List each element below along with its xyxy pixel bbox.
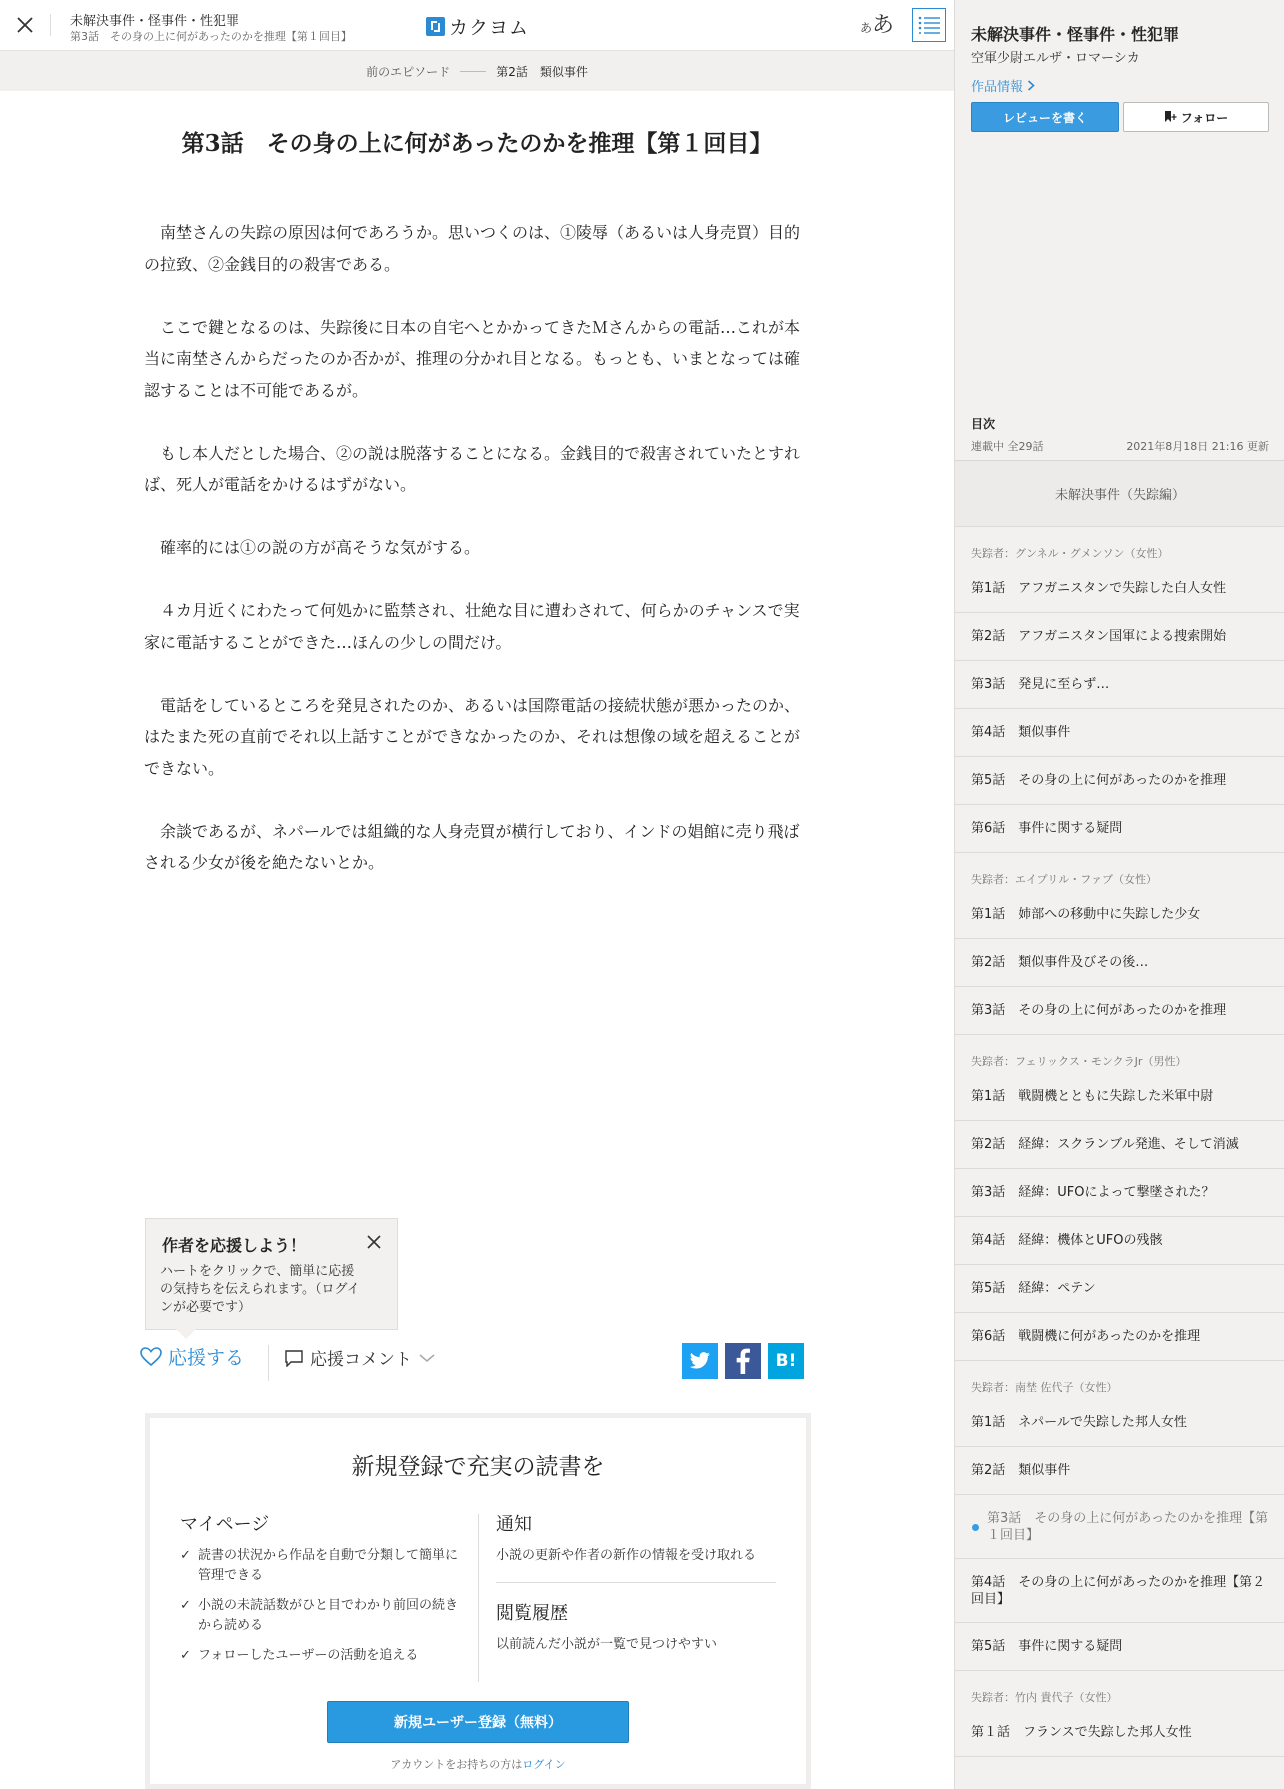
toc-episode-link[interactable]: 第1話 ネパールで失踪した邦人女性 [955, 1399, 1284, 1447]
toc-episode-link[interactable]: 第１話 フランスで失踪した邦人女性 [955, 1709, 1284, 1757]
support-popup-text: ハートをクリックで、簡単に応援の気持ちを伝えられます。（ログインが必要です） [160, 1264, 360, 1315]
toc-episode-link[interactable]: 第6話 戦闘機に何があったのかを推理 [955, 1313, 1284, 1361]
toc-episode-link[interactable]: 第5話 経緯：ペテン [955, 1265, 1284, 1313]
toc-group-label: 失踪者：フェリックス・モンクラJr（男性） [971, 1055, 1187, 1068]
serial-status: 連載中 全29話 [971, 440, 1044, 453]
toc-episode-link[interactable]: 第3話 経緯：UFOによって撃墜された？ [955, 1169, 1284, 1217]
prev-episode-label[interactable]: 前のエピソード [366, 64, 451, 79]
register-heading: 新規登録で充実の読書を [351, 1454, 605, 1480]
heart-icon [140, 1347, 162, 1367]
follow-button[interactable] [1123, 102, 1269, 132]
toc-episode-link[interactable]: 第1話 戦闘機とともに失踪した米軍中尉 [955, 1073, 1284, 1121]
toc-episode-link[interactable]: 第1話 アフガニスタンで失踪した白人女性 [955, 565, 1284, 613]
logo-text: カクヨム [449, 17, 530, 39]
paragraph-spacer [144, 564, 810, 596]
body-paragraph: 南埜さんの失踪の原因は何であろうか。思いつくのは、①陵辱（あるいは人身売買）目的の拉致、②金銭目的の殺害である。 [144, 223, 801, 274]
cheer-label: 応援する [168, 1347, 245, 1369]
register-divider [478, 1514, 479, 1682]
work-info-label: 作品情報 [971, 80, 1024, 95]
kakuyomu-logo[interactable] [426, 13, 529, 40]
history-title: 閲覧履歴 [496, 1603, 568, 1624]
body-paragraph: ここで鍵となるのは、失踪後に日本の自宅へとかかってきたＭさんからの電話…これが本当に南埜さんからだったのか否かが、推理の分かれ目となる。もっとも、いまとなっては確認することは不可能であるが。 [144, 317, 801, 400]
features-column [496, 1510, 776, 1655]
hatena-bookmark-button[interactable]: B! [768, 1343, 804, 1379]
login-prefix: アカウントをお持ちの方は [390, 1758, 523, 1771]
signup-button[interactable]: 新規ユーザー登録（無料） [327, 1701, 629, 1743]
episode-main [0, 91, 954, 1789]
follow-label: フォロー [1180, 110, 1229, 125]
toc-episode-link[interactable]: 第2話 経緯：スクランブル発進、そして消滅 [955, 1121, 1284, 1169]
action-bar [140, 1343, 810, 1385]
toc-episode-link[interactable]: 第4話 類似事件 [955, 709, 1284, 757]
login-prompt [150, 1756, 806, 1772]
toc-meta [971, 438, 1269, 454]
paragraph-spacer [144, 406, 810, 438]
episode-body [144, 217, 810, 879]
body-paragraph: ４カ月近くにわたって何処かに監禁され、壮絶な目に遭わされて、何らかのチャンスで実家に電話することができた…ほんの少しの間だけ。 [144, 601, 800, 652]
toc-episode-link[interactable]: 第3話 その身の上に何があったのかを推理【第１回目】 [955, 1495, 1284, 1559]
toc-toggle-button[interactable] [912, 8, 946, 42]
header-episode-subtitle: 第3話 その身の上に何があったのかを推理【第１回目】 [70, 30, 352, 43]
logo-icon [426, 17, 445, 36]
notify-title: 通知 [496, 1514, 532, 1535]
popup-tail [176, 1329, 196, 1339]
features-divider [496, 1582, 776, 1583]
paragraph-spacer [144, 658, 810, 690]
reader-header [0, 0, 954, 51]
toc-list [955, 460, 1284, 1757]
header-work-title[interactable]: 未解決事件・怪事件・性犯罪 [70, 14, 240, 29]
toc-sidebar [954, 0, 1284, 1789]
body-paragraph: 確率的には①の説の方が高そうな気がする。 [144, 538, 481, 557]
chevron-right-icon [1027, 80, 1035, 91]
toc-group-label: 失踪者：南埜 佐代子（女性） [971, 1381, 1118, 1394]
toc-group-label: 失踪者：グンネル・グメンソン（女性） [971, 547, 1169, 560]
toc-episode-link[interactable]: 第3話 発見に至らず… [955, 661, 1284, 709]
font-size-large: あ [872, 13, 895, 38]
toc-episode-link[interactable]: 第1話 姉部への移動中に失踪した少女 [955, 891, 1284, 939]
toc-group-label: 失踪者：竹内 貴代子（女性） [971, 1691, 1118, 1704]
paragraph-spacer [144, 280, 810, 312]
support-popup-title: 作者を応援しよう！ [162, 1236, 307, 1255]
updated-date: 2021年8月18日 21:16 更新 [1126, 440, 1269, 453]
bookmark-plus-icon [1164, 111, 1177, 123]
mypage-point: ✓ フォローしたユーザーの活動を追える [180, 1646, 470, 1666]
comment-icon [284, 1349, 304, 1367]
toc-group-label: 失踪者：エイプリル・ファブ（女性） [971, 873, 1158, 886]
mypage-column [180, 1510, 470, 1676]
action-divider [268, 1345, 269, 1381]
body-paragraph: もし本人だとした場合、②の説は脱落することになる。金銭目的で殺害されていたとすれば、死人が電話をかけるはずがない。 [144, 443, 801, 494]
comment-label: 応援コメント [310, 1350, 412, 1370]
toc-episode-link[interactable]: 第2話 類似事件及びその後… [955, 939, 1284, 987]
toc-label: 目次 [971, 417, 996, 431]
episode-nav [0, 51, 954, 91]
notify-desc: 小説の更新や作者の新作の情報を受け取れる [496, 1548, 757, 1563]
episode-title: 第3話 その身の上に何があったのかを推理【第１回目】 [181, 130, 773, 157]
paragraph-spacer [144, 784, 810, 816]
toc-episode-link[interactable]: 第5話 その身の上に何があったのかを推理 [955, 757, 1284, 805]
paragraph-spacer [144, 501, 810, 533]
facebook-icon [735, 1348, 751, 1374]
nav-line [460, 71, 486, 72]
review-button[interactable]: レビューを書く [971, 102, 1119, 132]
support-popup [145, 1218, 398, 1330]
prev-episode-link[interactable]: 第2話 類似事件 [496, 64, 588, 79]
comment-button[interactable] [284, 1345, 436, 1370]
close-icon[interactable] [12, 12, 38, 38]
mypage-point: ✓ 読書の状況から作品を自動で分類して簡単に管理できる [180, 1546, 470, 1586]
list-icon [918, 16, 940, 34]
register-card [145, 1413, 811, 1789]
work-info-link[interactable] [971, 76, 1035, 95]
toc-episode-link[interactable]: 第5話 事件に関する疑問 [955, 1623, 1284, 1671]
sidebar-author[interactable]: 空軍少尉エルザ・ロマーシカ [971, 51, 1140, 66]
toc-episode-link[interactable]: 第6話 事件に関する疑問 [955, 805, 1284, 853]
toc-episode-link[interactable]: 第3話 その身の上に何があったのかを推理 [955, 987, 1284, 1035]
toc-episode-link[interactable]: 第2話 アフガニスタン国軍による捜索開始 [955, 613, 1284, 661]
sidebar-work-title[interactable]: 未解決事件・怪事件・性犯罪 [971, 25, 1180, 44]
chevron-down-icon [418, 1353, 436, 1363]
body-paragraph: 電話をしているところを発見されたのか、あるいは国際電話の接続状態が悪かったのか、はたまた死の直前でそれ以上話すことができなかったのか、それは想像の域を超えることができない。 [144, 695, 801, 778]
twitter-share-button[interactable] [682, 1343, 718, 1379]
close-icon[interactable] [365, 1233, 383, 1251]
login-link[interactable]: ログイン [522, 1758, 566, 1771]
history-desc: 以前読んだ小説が一覧で見つけやすい [496, 1637, 718, 1652]
mypage-point: ✓ 小説の未読話数がひと目でわかり前回の続きから読める [180, 1596, 470, 1636]
toc-episode-link[interactable]: 第4話 その身の上に何があったのかを推理【第２回目】 [955, 1559, 1284, 1623]
body-paragraph: 余談であるが、ネパールでは組織的な人身売買が横行しており、インドの娼館に売り飛ばされる少女が後を絶たないとか。 [144, 821, 800, 872]
font-size-button[interactable] [860, 8, 894, 40]
toc-episode-link[interactable]: 第4話 経緯：機体とUFOの残骸 [955, 1217, 1284, 1265]
header-divider [50, 14, 51, 36]
work-summary [955, 0, 1284, 460]
mypage-title: マイページ [180, 1514, 270, 1535]
toc-episode-link[interactable]: 第2話 類似事件 [955, 1447, 1284, 1495]
font-size-small: あ [860, 21, 873, 35]
chapter-heading: 未解決事件（失踪編） [955, 461, 1284, 527]
cheer-button[interactable] [140, 1343, 244, 1370]
twitter-icon [689, 1352, 711, 1370]
facebook-share-button[interactable] [725, 1343, 761, 1379]
